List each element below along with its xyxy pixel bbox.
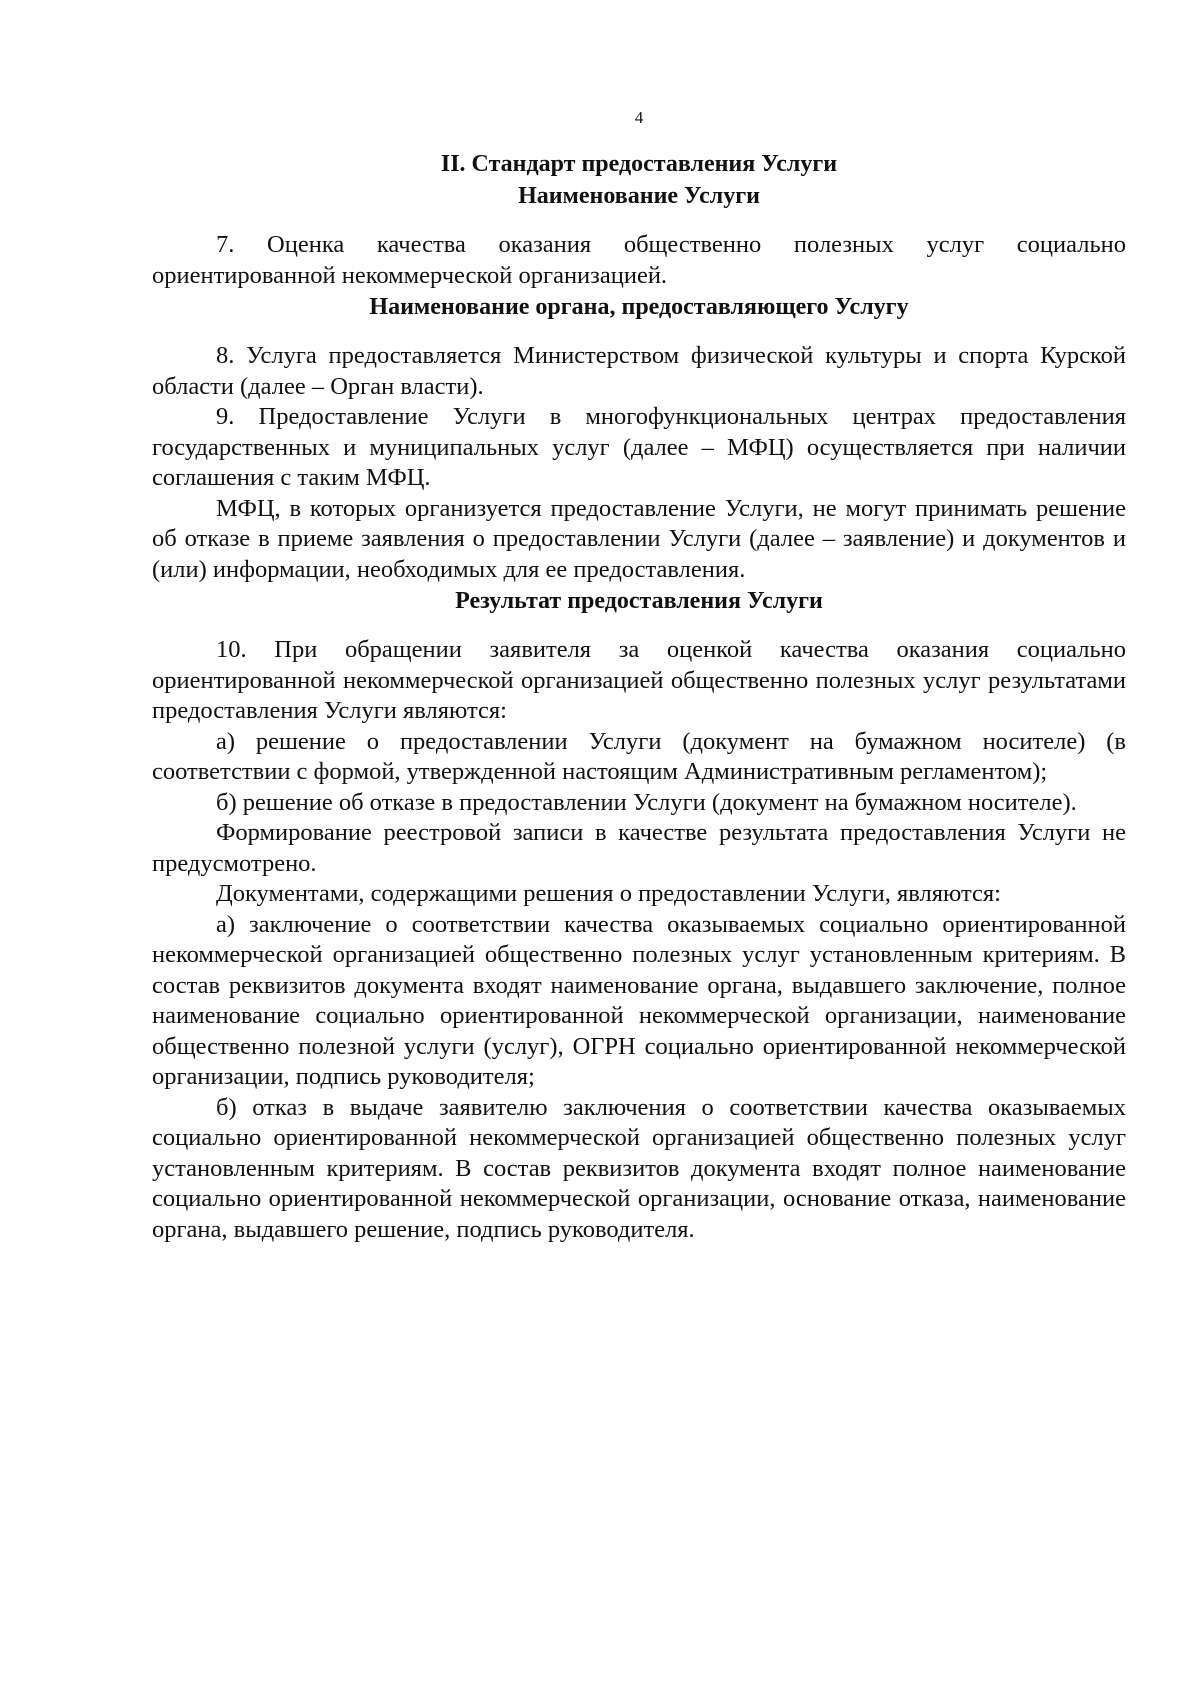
block-service-result [152, 635, 1126, 1245]
page-number: 4 [634, 108, 644, 127]
heading-service-name: Наименование Услуги [518, 183, 760, 209]
paragraph: б) отказ в выдаче заявителю заключения о соответствии качества оказываемых социально ориентированной некоммерческой организацией общественно полезных услуг установленным критериям. В состав реквизитов документа входят полное наименование социально ориентированной некоммерческой организации, основание отказа, наименование органа, выдавшего решение, подпись руководителя. [152, 1093, 1126, 1243]
paragraph: 7. Оценка качества оказания общественно полезных услуг социально ориентированной некоммерческой организацией. [152, 231, 1126, 289]
paragraph: Документами, содержащими решения о предоставлении Услуги, являются: [216, 880, 1001, 907]
paragraph: Формирование реестровой записи в качестве результата предоставления Услуги не предусмотрено. [152, 819, 1126, 877]
paragraph: 9. Предоставление Услуги в многофункциональных центрах предоставления государственных и муниципальных услуг (далее – МФЦ) осуществляется при наличии соглашения с таким МФЦ. [152, 403, 1126, 491]
heading-service-result: Результат предоставления Услуги [455, 588, 823, 614]
section-title: II. Стандарт предоставления Услуги [440, 151, 838, 177]
paragraph: МФЦ, в которых организуется предоставление Услуги, не могут принимать решение об отказе в приеме заявления о предоставлении Услуги (далее – заявление) и документов и (или) информации, необходимых для ее предоставления. [152, 494, 1126, 583]
paragraph: 8. Услуга предоставляется Министерством физической культуры и спорта Курской области (далее – Орган власти). [152, 342, 1126, 400]
block-authority-name [152, 341, 1126, 585]
page-content [152, 108, 1126, 1245]
paragraph: а) заключение о соответствии качества оказываемых социально ориентированной некоммерческой организацией общественно полезных услуг установленным критериям. В состав реквизитов документа входят наименование органа, выдавшего заключение, полное наименование социально ориентированной некоммерческой организации, наименование общественно полезной услуги (услуг), ОГРН социально ориентированной некоммерческой организации, подпись руководителя; [152, 910, 1126, 1090]
paragraph: б) решение об отказе в предоставлении Услуги (документ на бумажном носителе). [216, 788, 1077, 816]
paragraph: 10. При обращении заявителя за оценкой качества оказания социально ориентированной некоммерческой организацией общественно полезных услуг результатами предоставления Услуги являются: [152, 636, 1126, 724]
paragraph: а) решение о предоставлении Услуги (документ на бумажном носителе) (в соответствии с формой, утвержденной настоящим Административным регламентом); [152, 727, 1126, 785]
block-service-name [152, 230, 1126, 291]
heading-authority-name: Наименование органа, предоставляющего Услугу [369, 294, 909, 320]
